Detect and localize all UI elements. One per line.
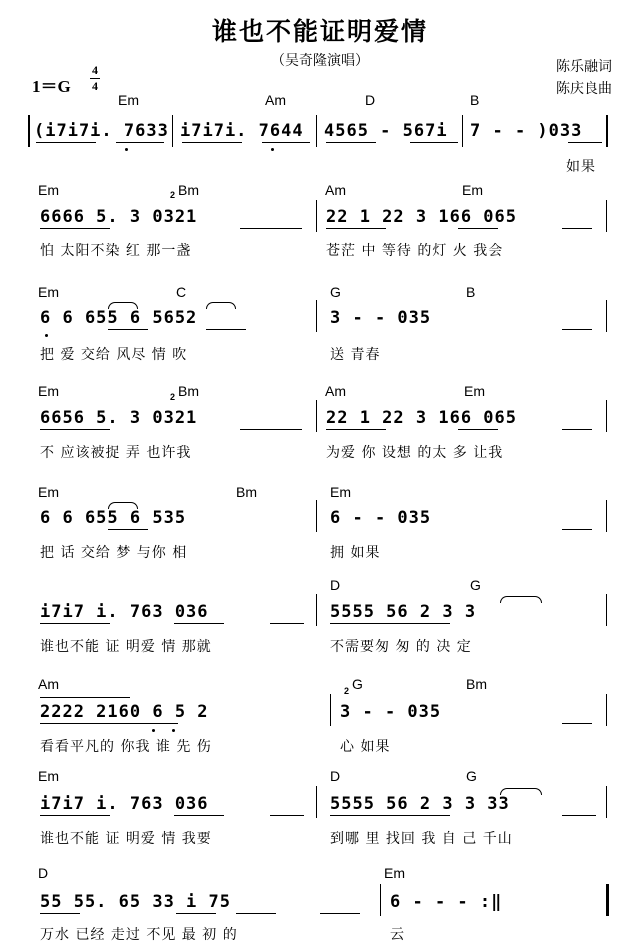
bar-line (316, 200, 317, 232)
lyric-line: 苍茫 中 等待 的灯 火 我会 (326, 243, 504, 259)
chord: Em (38, 182, 59, 198)
chord: Em (118, 92, 139, 108)
measure-notes: 5555 56 2 3 3 (330, 602, 477, 622)
measure-notes: 6 - - - :‖ (390, 892, 503, 912)
measure-notes: i7i7 i. 763 036 (40, 602, 209, 622)
chord: Bm (466, 676, 487, 692)
chord: Bm (236, 484, 257, 500)
song-title: 谁也不能证明爱情 (211, 17, 428, 46)
chord: D (330, 768, 341, 784)
lyric-line: 如果 (566, 159, 596, 175)
chord: Am (38, 676, 59, 692)
bar-line (316, 300, 317, 332)
chord: Em (38, 484, 59, 500)
singer-credit: （吴奇隆演唱） (271, 53, 369, 69)
lyric-line: 万水 已经 走过 不见 最 初 的 (40, 927, 238, 943)
measure-notes: 3 - - 035 (340, 702, 442, 722)
lyric-line: 把 爱 交给 风尽 情 吹 (40, 347, 188, 363)
lyric-line: 云 (390, 927, 405, 943)
lyric-line: 看看平凡的 你我 谁 先 伤 (40, 739, 212, 755)
measure-notes: 4565 - 567i (324, 121, 448, 141)
measure-notes: 5555 56 2 3 3 33 (330, 794, 510, 814)
bar-line (606, 115, 608, 147)
bar-line (316, 115, 317, 147)
measure-notes: 6 - - 035 (330, 508, 432, 528)
lyric-line: 谁也不能 证 明爱 情 我要 (40, 831, 212, 847)
chord: Em (38, 284, 59, 300)
meter-top: 4 (92, 63, 98, 77)
measure-notes: 7 - - )033 (470, 121, 583, 141)
bar-line (606, 694, 607, 726)
chord: D (365, 92, 376, 108)
measure-notes: 6 6 655 6 5652 (40, 308, 198, 328)
bar-line (316, 594, 317, 626)
chord: B (466, 284, 476, 300)
bar-line (606, 500, 607, 532)
chord: B (470, 92, 480, 108)
bar-line (172, 115, 173, 147)
measure-notes: 6656 5. 3 0321 (40, 408, 198, 428)
lyric-line: 为爱 你 设想 的太 多 让我 (326, 445, 504, 461)
bar-line (606, 786, 607, 818)
bar-line (380, 884, 381, 916)
measure-notes: 55 55. 65 33 i 75 (40, 892, 231, 912)
chord: Am (325, 182, 346, 198)
lyric-line: 不需要匆 匆 的 决 定 (330, 639, 472, 655)
chord: Em (384, 865, 405, 881)
bar-line (606, 594, 607, 626)
bar-line (330, 694, 331, 726)
lyric-line: 把 话 交给 梦 与你 相 (40, 545, 188, 561)
lyricist-credit: 陈乐融词 (556, 59, 612, 75)
lyric-line: 拥 如果 (330, 545, 381, 561)
meter-bottom: 4 (92, 79, 98, 93)
key-signature: 1＝G (32, 77, 71, 96)
lyric-line: 送 青春 (330, 347, 381, 363)
measure-notes: (i7i7i. 7633 (34, 121, 169, 141)
lyric-line: 怕 太阳不染 红 那一盏 (40, 243, 192, 259)
measure-notes: 3 - - 035 (330, 308, 432, 328)
bar-line (462, 115, 463, 147)
chord: Em (464, 383, 485, 399)
measure-notes: i7i7i. 7644 (180, 121, 304, 141)
measure-notes: 2222 2160 6 5 2 (40, 702, 209, 722)
bar-line (316, 500, 317, 532)
chord: Em (38, 768, 59, 784)
chord: Em (38, 383, 59, 399)
measure-notes: 6 6 655 6 535 (40, 508, 187, 528)
chord: G (352, 676, 363, 692)
chord: G (330, 284, 341, 300)
measure-notes: i7i7 i. 763 036 (40, 794, 209, 814)
measure-notes: 22 1 22 3 166 065 (326, 408, 517, 428)
chord: Am (265, 92, 286, 108)
lyric-line: 心 如果 (340, 739, 391, 755)
chord: G (470, 577, 481, 593)
lyric-line: 不 应该被捉 弄 也许我 (40, 445, 192, 461)
chord: D (330, 577, 341, 593)
chord: G (466, 768, 477, 784)
chord: D (38, 865, 49, 881)
composer-credit: 陈庆良曲 (556, 81, 612, 97)
lyric-line: 到哪 里 找回 我 自 己 千山 (330, 831, 513, 847)
lyric-line: 谁也不能 证 明爱 情 那就 (40, 639, 212, 655)
measure-notes: 6666 5. 3 0321 (40, 207, 198, 227)
bar-line (316, 400, 317, 432)
final-bar-line (606, 884, 609, 916)
time-signature (90, 64, 100, 93)
chord: Bm (178, 383, 199, 399)
chord: C (176, 284, 187, 300)
bar-line (316, 786, 317, 818)
bar-line (606, 300, 607, 332)
chord: Am (325, 383, 346, 399)
bar-line (606, 400, 607, 432)
chord: Bm (178, 182, 199, 198)
measure-notes: 22 1 22 3 166 065 (326, 207, 517, 227)
chord: Em (330, 484, 351, 500)
chord: Em (462, 182, 483, 198)
bar-line (606, 200, 607, 232)
bar-line (28, 115, 30, 147)
